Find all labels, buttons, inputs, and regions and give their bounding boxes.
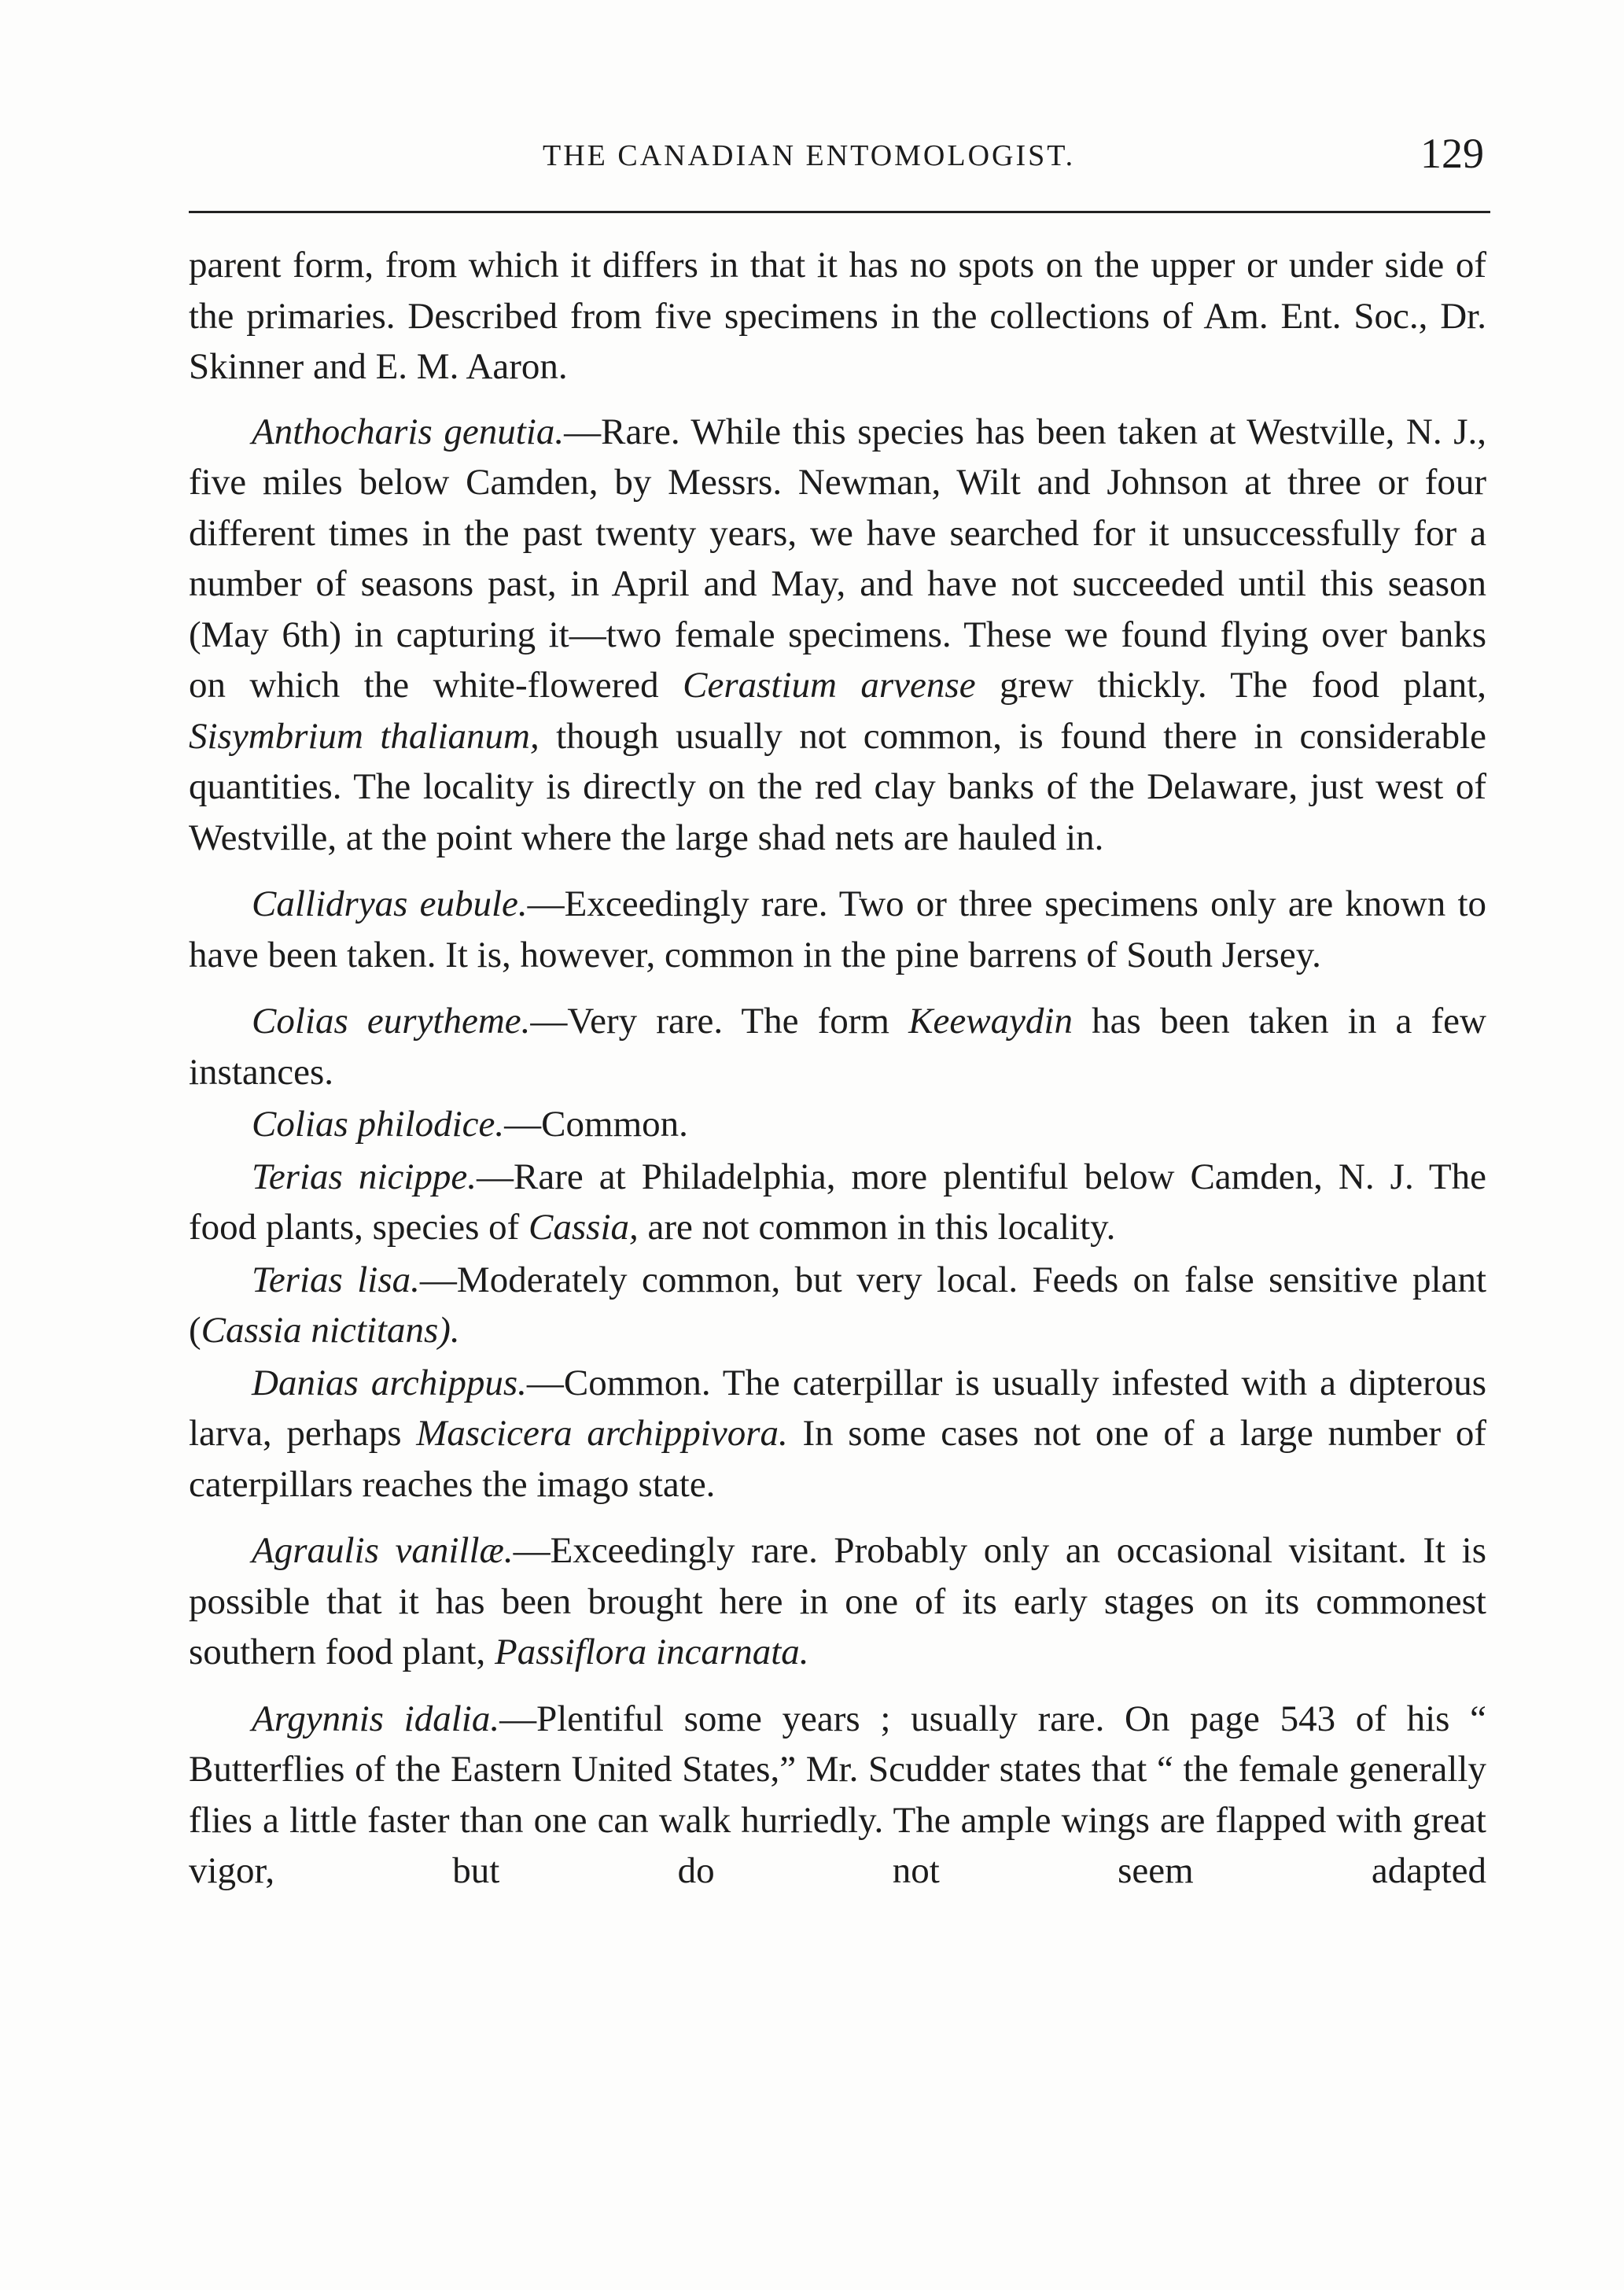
text-run: though usually not common, is found there in considerable quantities. The locality is directly on the red clay banks of the Delaware, just west of Westville, at the point where the large shad nets are hauled in. (189, 715, 1486, 858)
paragraph (189, 240, 1486, 393)
italic-term: Cassia, (528, 1207, 639, 1248)
italic-term: Cassia nictitans). (201, 1310, 460, 1351)
italic-term: Sisymbrium thalianum, (189, 715, 539, 757)
italic-term: Keewaydin (908, 1001, 1073, 1042)
text-run: are not common in this locality. (638, 1207, 1116, 1248)
header-rule (189, 211, 1490, 213)
italic-term: Colias eurytheme. (252, 1001, 531, 1042)
italic-term: Colias philodice. (252, 1104, 505, 1145)
body-text (189, 240, 1486, 1912)
italic-term: Agraulis vanillæ. (252, 1530, 514, 1571)
text-run: In some cases not one of a large number of caterpillars reaches the imago state. (189, 1413, 1486, 1505)
running-head (189, 130, 1490, 181)
text-run: —Exceedingly rare. Two or three specimens only are known to have been taken. It is, however, common in the pine barrens of South Jersey. (189, 883, 1487, 975)
text-run: grew thickly. The food plant, (975, 665, 1487, 706)
text-run: —Exceedingly rare. Probably only an occasional visitant. It is possible that it has been brought here in one of its early stages on its commonest southern food plant, (189, 1530, 1486, 1672)
italic-term: Terias lisa. (252, 1259, 420, 1300)
text-run: —Rare at Philadelphia, more plentiful below Camden, N. J. The food plants, species of (189, 1156, 1486, 1248)
journal-title: THE CANADIAN ENTOMOLOGIST. (543, 139, 1076, 172)
paragraph (189, 1358, 1486, 1510)
italic-term: Terias nicippe. (252, 1156, 477, 1197)
paragraph (189, 1525, 1486, 1678)
italic-term: Passiflora incarnata. (495, 1632, 809, 1672)
italic-term: Anthocharis genutia. (252, 411, 565, 452)
text-run: —Very rare. The form (530, 1001, 909, 1042)
text-run: —Common. (504, 1104, 688, 1145)
text-run: —Common. The caterpillar is usually infested with a dipterous larva, perhaps (189, 1362, 1486, 1454)
text-run: parent form, from which it differs in that it has no spots on the upper or under side of the primaries. Described from five specimens in the collections of Am. Ent. Soc., Dr. Skinner and E. M. Aaron. (189, 245, 1486, 387)
italic-term: Callidryas eubule. (252, 883, 528, 924)
italic-term: Argynnis idalia. (252, 1698, 500, 1739)
italic-term: Mascicera archippivora. (416, 1413, 788, 1454)
paragraph (189, 1152, 1486, 1253)
text-run: —Moderately common, but very local. Feeds on false sensitive plant ( (189, 1259, 1486, 1351)
italic-term: Danias archippus. (252, 1362, 527, 1403)
text-run: —Rare. While this species has been taken at Westville, N. J., five miles below Camden, by Messrs. Newman, Wilt and Johnson at three or four different times in the past twenty years, we have searched for it unsuccessfully for a number of seasons past, in April and May, and have not succeeded until this season (May 6th) in capturing it—two female specimens. These we found flying over banks on which the white-flowered (189, 411, 1487, 706)
paragraph (189, 407, 1486, 864)
paragraph (189, 1255, 1486, 1356)
text-run: —Plentiful some years ; usually rare. On page 543 of his “ Butterflies of the Eastern United States,” Mr. Scudder states that “ the female generally flies a little faster than one can walk hurriedly. The ample wings are flapped with great vigor, but do not seem adapted (189, 1698, 1486, 1891)
paragraph (189, 879, 1486, 980)
paragraph (189, 996, 1486, 1097)
paragraph (189, 1099, 1486, 1150)
page-number: 129 (1420, 130, 1484, 177)
text-run: has been taken in a few instances. (189, 1001, 1486, 1093)
italic-term: Cerastium arvense (683, 665, 976, 706)
paragraph (189, 1694, 1486, 1897)
